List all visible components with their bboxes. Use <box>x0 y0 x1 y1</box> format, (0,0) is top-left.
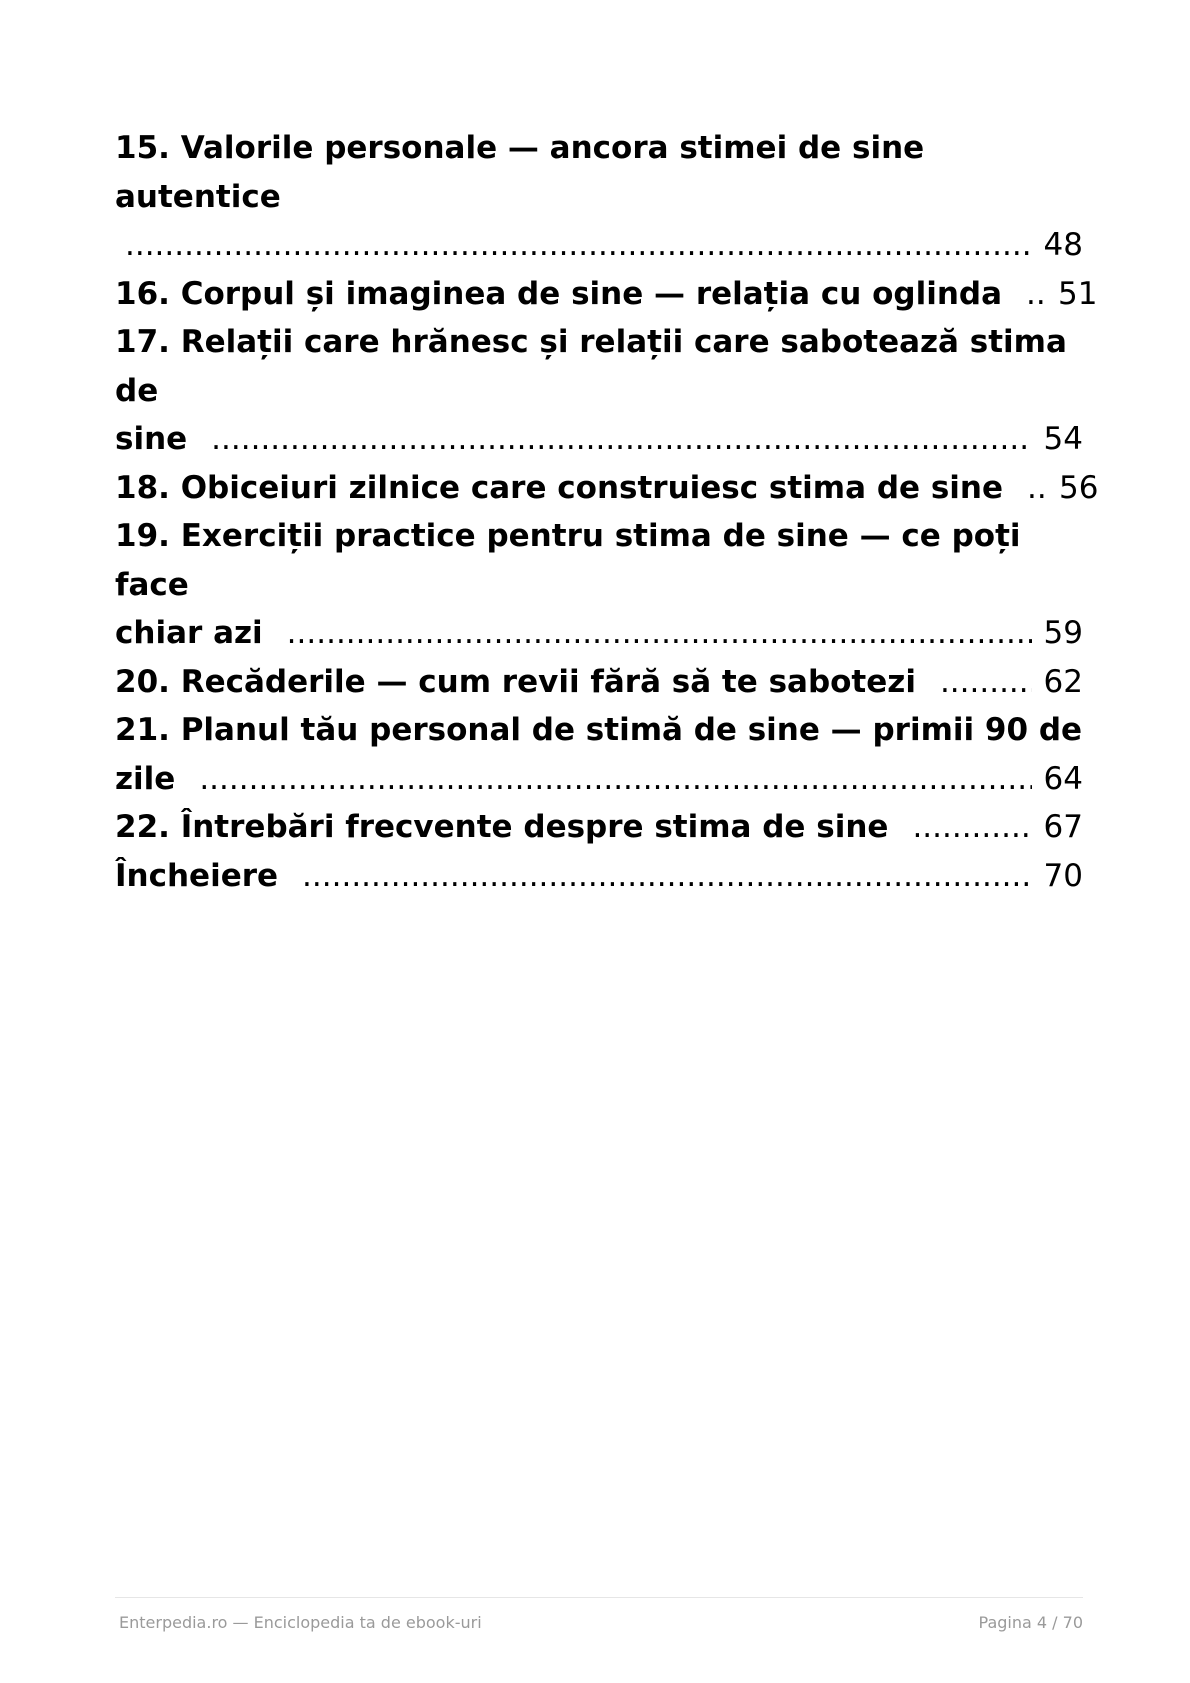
toc-entry[interactable] <box>115 124 1083 270</box>
toc-entry[interactable] <box>115 852 1083 901</box>
toc-entry-title: 17. Relații care hrănesc și relații care sabotează stima de <box>115 324 1067 409</box>
footer-site-name: Enterpedia.ro — Enciclopedia ta de ebook-uri <box>119 1613 482 1632</box>
footer-divider <box>115 1597 1083 1598</box>
toc-entry-title: 20. Recăderile — cum revii fără să te sabotezi <box>115 663 916 700</box>
toc-page-number: 70 <box>1043 857 1083 894</box>
toc-entry-title-continued: sine <box>115 421 188 457</box>
toc-entry-title-continued: chiar azi <box>115 615 263 651</box>
toc-entry-title: 16. Corpul și imaginea de sine — relația cu oglinda <box>115 275 1002 312</box>
toc-page-number: 48 <box>1043 227 1083 263</box>
toc-leader-dots <box>912 803 1031 852</box>
toc-page-number: 51 <box>1058 275 1098 312</box>
toc-entry[interactable] <box>115 270 1098 319</box>
toc-page-number: 62 <box>1043 663 1083 700</box>
toc-entry-title: Încheiere <box>115 857 279 894</box>
toc-entry[interactable] <box>115 464 1099 513</box>
toc-leader-dots <box>211 415 1031 464</box>
toc-leader-dots <box>1027 464 1047 513</box>
toc-entry-title: 19. Exerciții practice pentru stima de sine — ce poți face <box>115 518 1021 603</box>
toc-entry[interactable] <box>115 706 1083 803</box>
toc-leader-dots <box>940 658 1032 707</box>
toc-leader-dots <box>1026 270 1046 319</box>
toc-leader-dots <box>302 852 1032 901</box>
toc-page-number: 54 <box>1043 421 1083 457</box>
toc-entry[interactable] <box>115 318 1083 464</box>
toc-entry-title: 22. Întrebări frecvente despre stima de sine <box>115 809 889 845</box>
toc-entry-title-continued: zile <box>115 760 176 797</box>
toc-leader-dots <box>199 755 1031 804</box>
toc-entry-title: 15. Valorile personale — ancora stimei de sine autentice <box>115 130 925 215</box>
toc-page-number: 59 <box>1043 615 1083 651</box>
toc-entry[interactable] <box>115 658 1083 707</box>
footer-page-indicator: Pagina 4 / 70 <box>978 1613 1083 1632</box>
toc-entry[interactable] <box>115 512 1083 658</box>
toc-entry[interactable] <box>115 803 1083 852</box>
toc-entry-title: 21. Planul tău personal de stimă de sine — primii 90 de <box>115 712 1083 748</box>
toc-entry-title: 18. Obiceiuri zilnice care construiesc stima de sine <box>115 469 1003 506</box>
toc-leader-dots <box>125 221 1032 270</box>
toc-leader-dots <box>287 609 1032 658</box>
table-of-contents <box>115 124 1099 900</box>
toc-page-number: 67 <box>1043 809 1083 845</box>
toc-page-number: 56 <box>1059 469 1099 506</box>
toc-page-number: 64 <box>1043 760 1083 797</box>
